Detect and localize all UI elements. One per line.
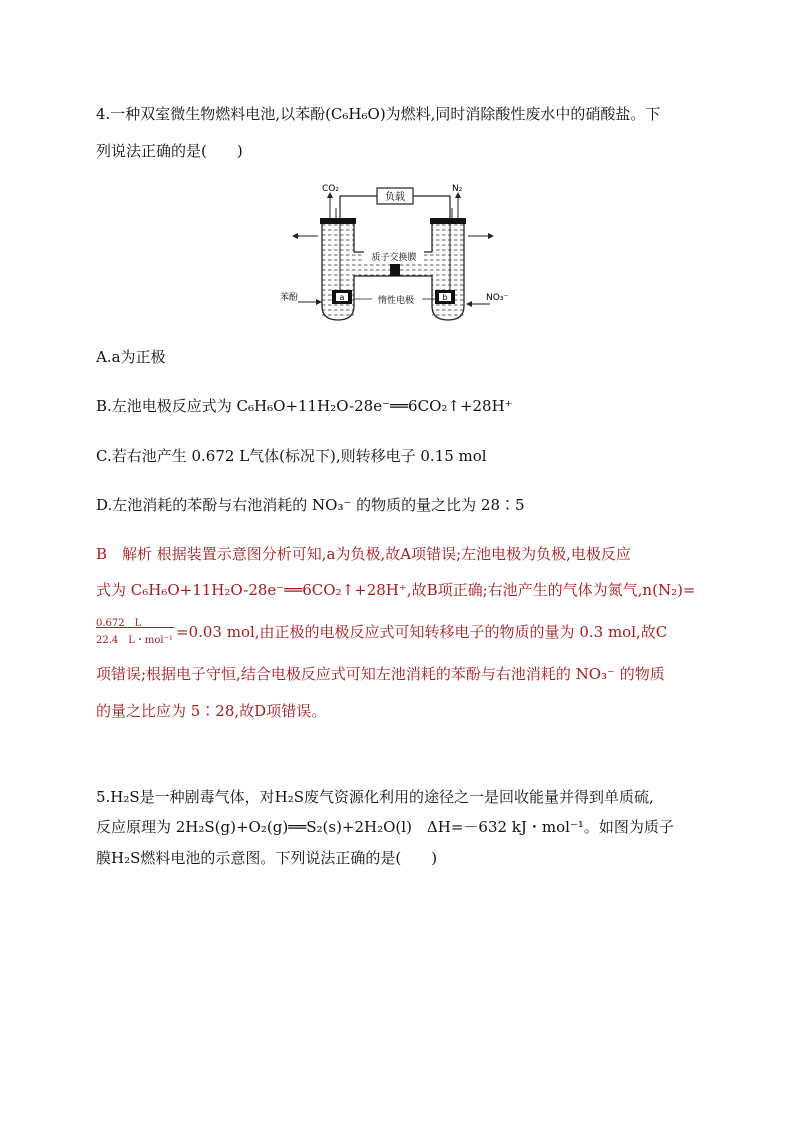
fuel-cell-diagram	[280, 178, 510, 328]
membrane-label: 质子交换膜	[371, 253, 417, 263]
q4-stem-line2: 列说法正确的是( )	[96, 142, 243, 160]
nitrate-label: NO₃⁻	[486, 293, 509, 303]
electrode-b-label: b	[442, 293, 448, 302]
fraction-bar	[96, 627, 174, 628]
load-label: 负载	[385, 192, 405, 203]
q4-stem-line1: 4.一种双室微生物燃料电池,以苯酚(C₆H₆O)为燃料,同时消除酸性废水中的硝酸盐。下	[96, 105, 661, 123]
n2-label: N₂	[452, 184, 463, 194]
fraction-denominator: 22.4 L・mol⁻¹	[96, 635, 173, 646]
option-a: A.a为正极	[96, 348, 166, 366]
co2-label: CO₂	[322, 184, 339, 194]
option-b: B.左池电极反应式为 C₆H₆O+11H₂O-28e⁻══6CO₂↑+28H⁺	[96, 397, 513, 415]
analysis-line5: 的量之比应为 5∶28,故D项错误。	[96, 702, 327, 720]
q5-line1: 5.H₂S是一种剧毒气体，对H₂S废气资源化利用的途径之一是回收能量并得到单质硫,	[96, 788, 654, 806]
q5-line3: 膜H₂S燃料电池的示意图。下列说法正确的是( )	[96, 849, 438, 867]
analysis-line3: =0.03 mol,由正极的电极反应式可知转移电子的物质的量为 0.3 mol,故C	[176, 623, 668, 641]
analysis-line2: 式为 C₆H₆O+11H₂O-28e⁻══6CO₂↑+28H⁺,故B项正确;右池产生的气体为氮气,n(N₂)=	[96, 581, 696, 599]
fraction-numerator: 0.672 L	[96, 618, 142, 629]
option-d: D.左池消耗的苯酚与右池消耗的 NO₃⁻ 的物质的量之比为 28∶5	[96, 496, 525, 514]
electrode-a-label: a	[339, 293, 345, 302]
analysis-line4: 项错误;根据电子守恒,结合电极反应式可知左池消耗的苯酚与右池消耗的 NO₃⁻ 的物质	[96, 665, 665, 683]
option-c: C.若右池产生 0.672 L气体(标况下),则转移电子 0.15 mol	[96, 447, 487, 465]
phenol-label: 苯酚	[280, 293, 299, 303]
analysis-line1: B 解析 根据装置示意图分析可知,a为负极,故A项错误;左池电极为负极,电极反应	[96, 545, 631, 563]
inert-electrode-label: 惰性电极	[377, 296, 415, 306]
q5-line2: 反应原理为 2H₂S(g)+O₂(g)══S₂(s)+2H₂O(l) ΔH=－632 kJ・mol⁻¹。如图为质子	[96, 818, 674, 836]
